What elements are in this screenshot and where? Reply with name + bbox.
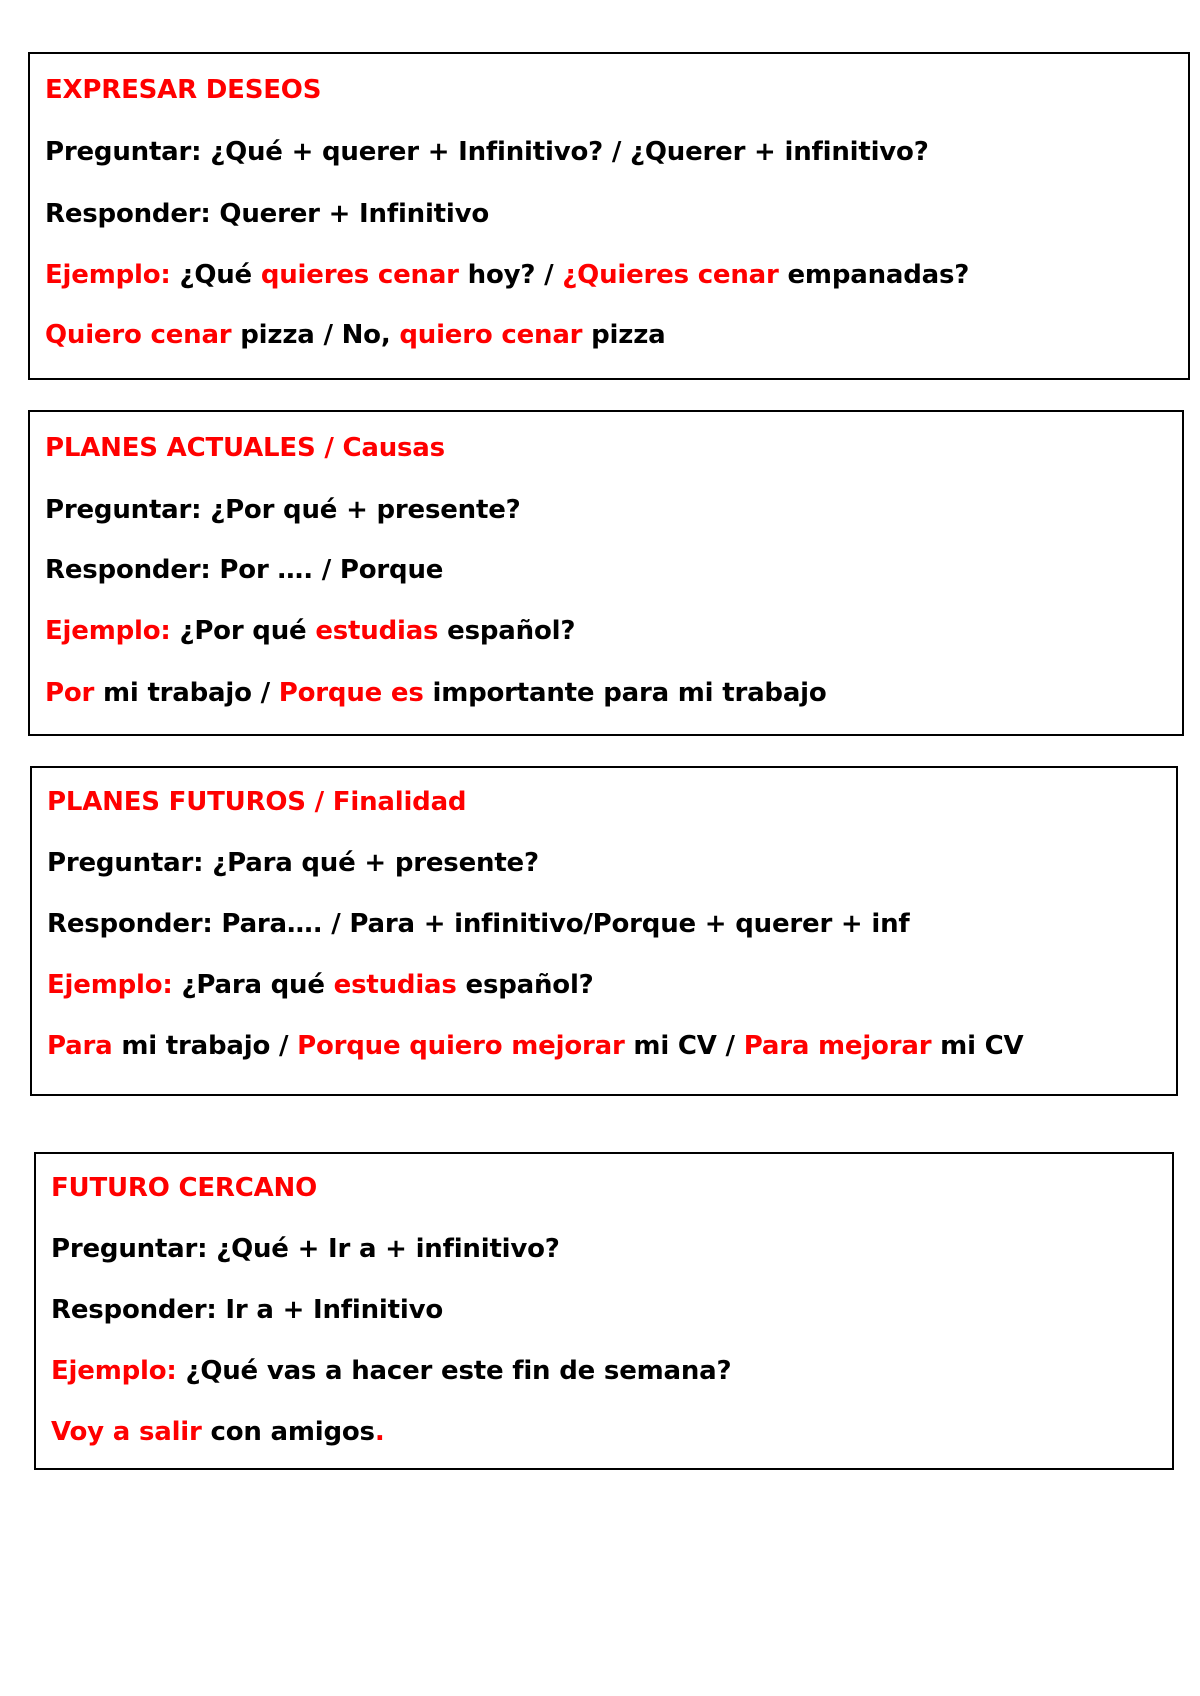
- highlight-text: quiero cenar: [399, 320, 583, 350]
- plain-text: español?: [438, 616, 576, 646]
- highlight-text: Ejemplo:: [47, 970, 182, 1000]
- section-title: [45, 73, 321, 107]
- section-futuro-cercano: [34, 1152, 1174, 1470]
- plain-text: ¿Por qué: [179, 616, 316, 646]
- example-line: [47, 968, 594, 1002]
- highlight-text: estudias: [333, 970, 457, 1000]
- plain-text: Responder: Ir a + Infinitivo: [51, 1295, 443, 1325]
- plain-text: con amigos: [201, 1417, 375, 1447]
- answer-rule: [45, 553, 443, 587]
- plain-text: importante para mi trabajo: [423, 678, 827, 708]
- highlight-text: Ejemplo:: [45, 616, 180, 646]
- section-title: [47, 785, 466, 819]
- plain-text: Responder: Querer + Infinitivo: [45, 199, 490, 229]
- highlight-text: estudias: [315, 616, 439, 646]
- section-expresar-deseos: [28, 52, 1190, 380]
- plain-text: mi trabajo /: [94, 678, 279, 708]
- plain-text: ¿Qué vas a hacer este fin de semana?: [185, 1356, 732, 1386]
- highlight-text: EXPRESAR DESEOS: [45, 75, 322, 105]
- highlight-text: Ejemplo:: [51, 1356, 186, 1386]
- highlight-text: quieres cenar: [260, 260, 459, 290]
- example-line: [51, 1354, 731, 1388]
- plain-text: pizza: [582, 320, 666, 350]
- highlight-text: .: [374, 1417, 385, 1447]
- plain-text: mi CV: [931, 1031, 1024, 1061]
- example-answer: [45, 318, 665, 352]
- section-title: [45, 431, 445, 465]
- example-answer: [47, 1029, 1023, 1063]
- highlight-text: FUTURO CERCANO: [51, 1173, 318, 1203]
- plain-text: ¿Para qué: [181, 970, 334, 1000]
- plain-text: hoy? /: [458, 260, 563, 290]
- ask-rule: [45, 135, 929, 169]
- highlight-text: Porque quiero mejorar: [297, 1031, 625, 1061]
- highlight-text: Quiero cenar: [45, 320, 232, 350]
- section-title: [51, 1171, 317, 1205]
- example-line: [45, 258, 969, 292]
- plain-text: Responder: Por …. / Porque: [45, 555, 444, 585]
- plain-text: pizza / No,: [231, 320, 400, 350]
- highlight-text: Ejemplo:: [45, 260, 180, 290]
- answer-rule: [51, 1293, 443, 1327]
- plain-text: Preguntar: ¿Qué + Ir a + infinitivo?: [51, 1234, 560, 1264]
- highlight-text: Para mejorar: [743, 1031, 932, 1061]
- highlight-text: Porque es: [278, 678, 424, 708]
- plain-text: español?: [456, 970, 594, 1000]
- highlight-text: Voy a salir: [51, 1417, 202, 1447]
- answer-rule: [45, 197, 489, 231]
- highlight-text: ¿Quieres cenar: [562, 260, 779, 290]
- ask-rule: [51, 1232, 560, 1266]
- plain-text: Preguntar: ¿Para qué + presente?: [47, 848, 539, 878]
- plain-text: mi CV /: [624, 1031, 744, 1061]
- highlight-text: Por: [45, 678, 95, 708]
- answer-rule: [47, 907, 910, 941]
- section-planes-futuros: [30, 766, 1178, 1096]
- example-answer: [51, 1415, 385, 1449]
- ask-rule: [45, 493, 521, 527]
- section-planes-actuales: [28, 410, 1184, 736]
- highlight-text: PLANES ACTUALES / Causas: [45, 433, 445, 463]
- example-answer: [45, 676, 827, 710]
- highlight-text: PLANES FUTUROS / Finalidad: [47, 787, 467, 817]
- plain-text: ¿Qué: [179, 260, 261, 290]
- plain-text: empanadas?: [778, 260, 970, 290]
- plain-text: mi trabajo /: [112, 1031, 298, 1061]
- ask-rule: [47, 846, 539, 880]
- plain-text: Preguntar: ¿Por qué + presente?: [45, 495, 521, 525]
- example-line: [45, 614, 575, 648]
- plain-text: Responder: Para…. / Para + infinitivo/Porque + querer + inf: [47, 909, 910, 939]
- plain-text: Preguntar: ¿Qué + querer + Infinitivo? / ¿Querer + infinitivo?: [45, 137, 929, 167]
- highlight-text: Para: [47, 1031, 113, 1061]
